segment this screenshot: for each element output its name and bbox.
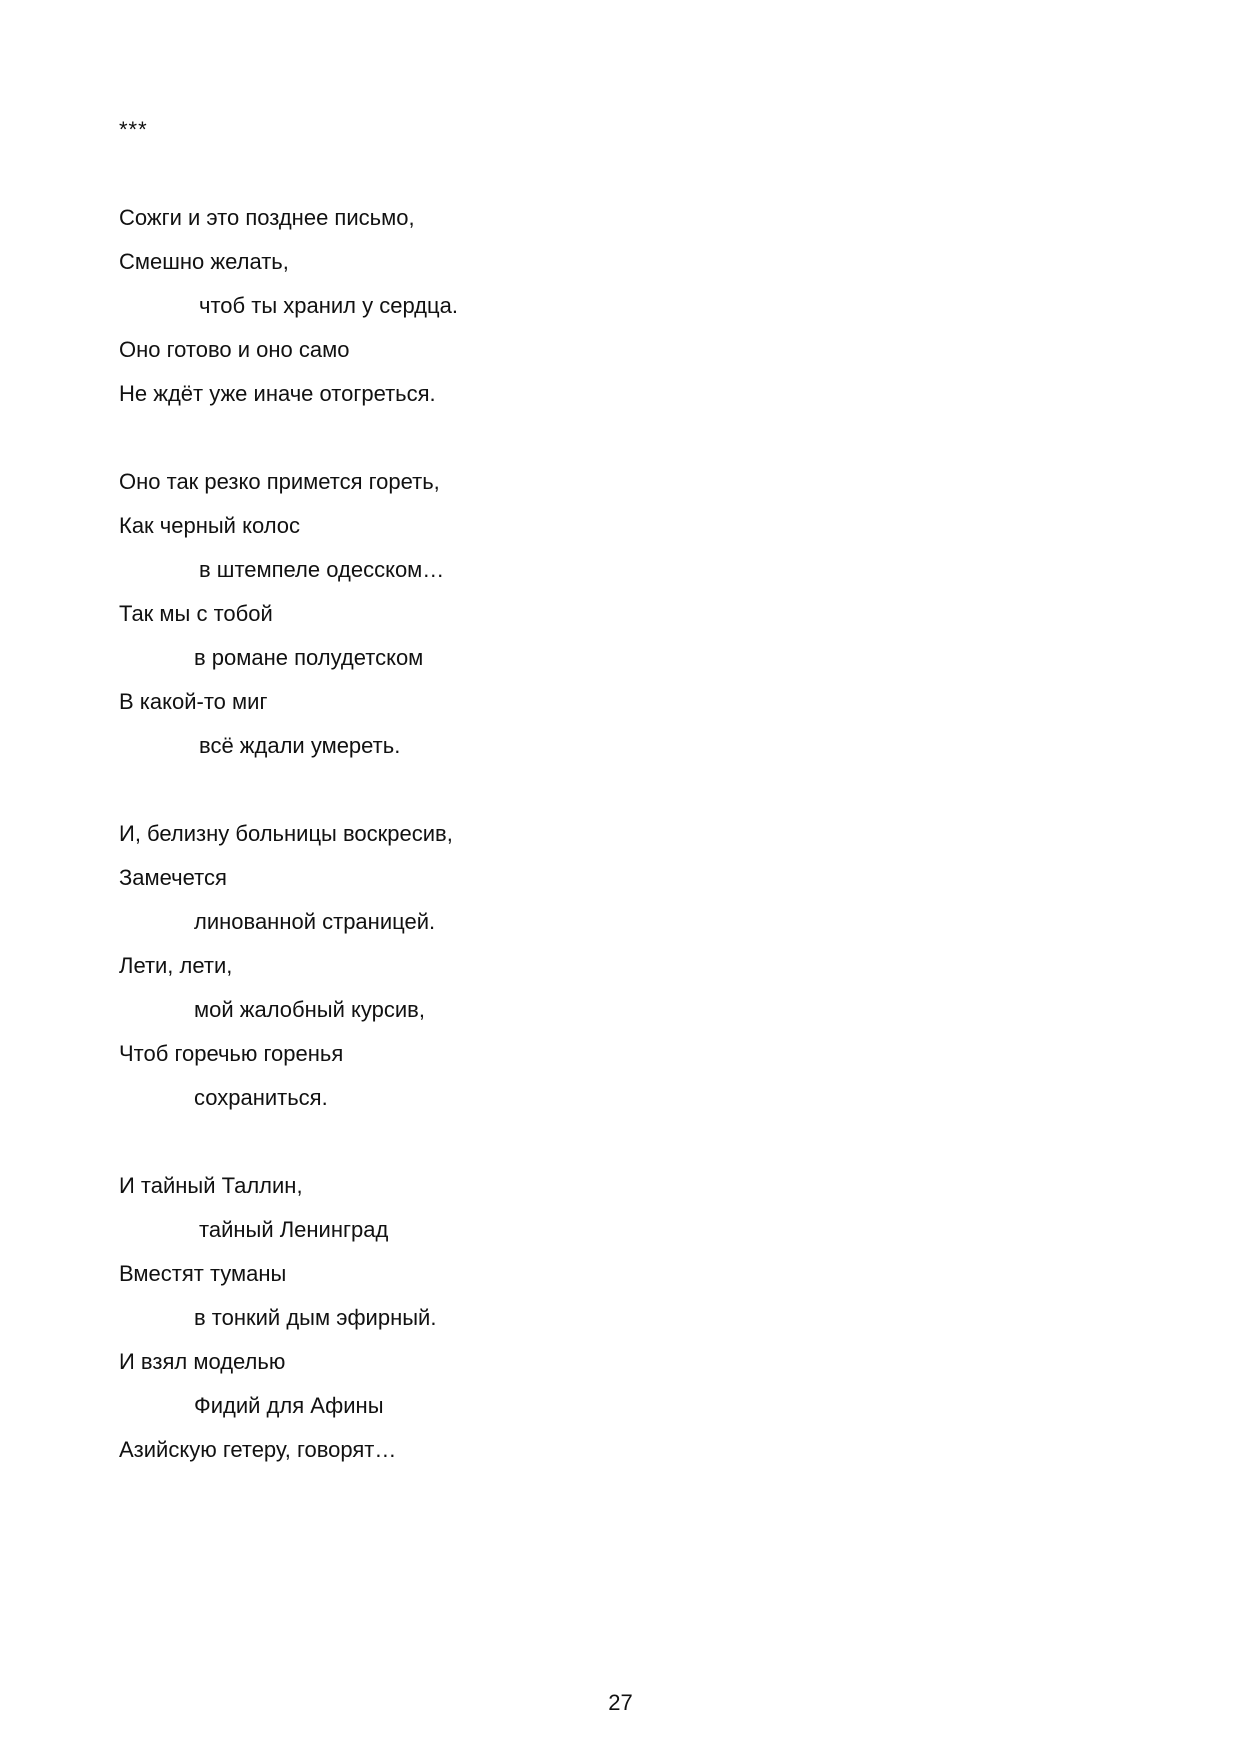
poem-line-indented: сохраниться.	[194, 1085, 328, 1110]
stanza-gap	[119, 768, 1019, 812]
poem-line: В какой-то миг	[119, 689, 268, 714]
poem-line-indented: в тонкий дым эфирный.	[194, 1305, 437, 1330]
section-separator: ***	[119, 117, 148, 142]
poem-line: Смешно желать,	[119, 249, 289, 274]
poem-line: Как черный колос	[119, 513, 301, 538]
poem-line: Замечется	[119, 865, 227, 890]
poem-line: Лети, лети,	[119, 953, 233, 978]
stanza-2	[119, 460, 1019, 768]
poem-line: Сожги и это позднее письмо,	[119, 205, 415, 230]
poem-line: Так мы с тобой	[119, 601, 273, 626]
poem-line-indented: Фидий для Афины	[194, 1393, 384, 1418]
poem	[119, 108, 1019, 1472]
poem-line-indented: тайный Ленинград	[199, 1217, 389, 1242]
poem-line: Чтоб горечью горенья	[119, 1041, 344, 1066]
poem-line: И, белизну больницы воскресив,	[119, 821, 453, 846]
poem-line: Оно так резко примется гореть,	[119, 469, 440, 494]
poem-line: Азийскую гетеру, говорят…	[119, 1437, 397, 1462]
stanza-4	[119, 1164, 1019, 1472]
poem-line-indented: в романе полудетском	[194, 645, 424, 670]
page-number: 27	[608, 1690, 633, 1715]
poem-line: Вместят туманы	[119, 1261, 287, 1286]
poem-line-indented: в штемпеле одесском…	[199, 557, 445, 582]
stanza-3	[119, 812, 1019, 1120]
poem-line-indented: линованной страницей.	[194, 909, 436, 934]
stanza-gap	[119, 1120, 1019, 1164]
poem-line-indented: мой жалобный курсив,	[194, 997, 425, 1022]
poem-line: Не ждёт уже иначе отогреться.	[119, 381, 436, 406]
poem-line-indented: чтоб ты хранил у сердца.	[199, 293, 458, 318]
poem-line: И взял моделью	[119, 1349, 286, 1374]
poem-line: Оно готово и оно само	[119, 337, 350, 362]
poem-line-indented: всё ждали умереть.	[199, 733, 401, 758]
stanza-gap	[119, 152, 1019, 196]
stanza-gap	[119, 416, 1019, 460]
stanza-1	[119, 196, 1019, 416]
poem-line: И тайный Таллин,	[119, 1173, 303, 1198]
